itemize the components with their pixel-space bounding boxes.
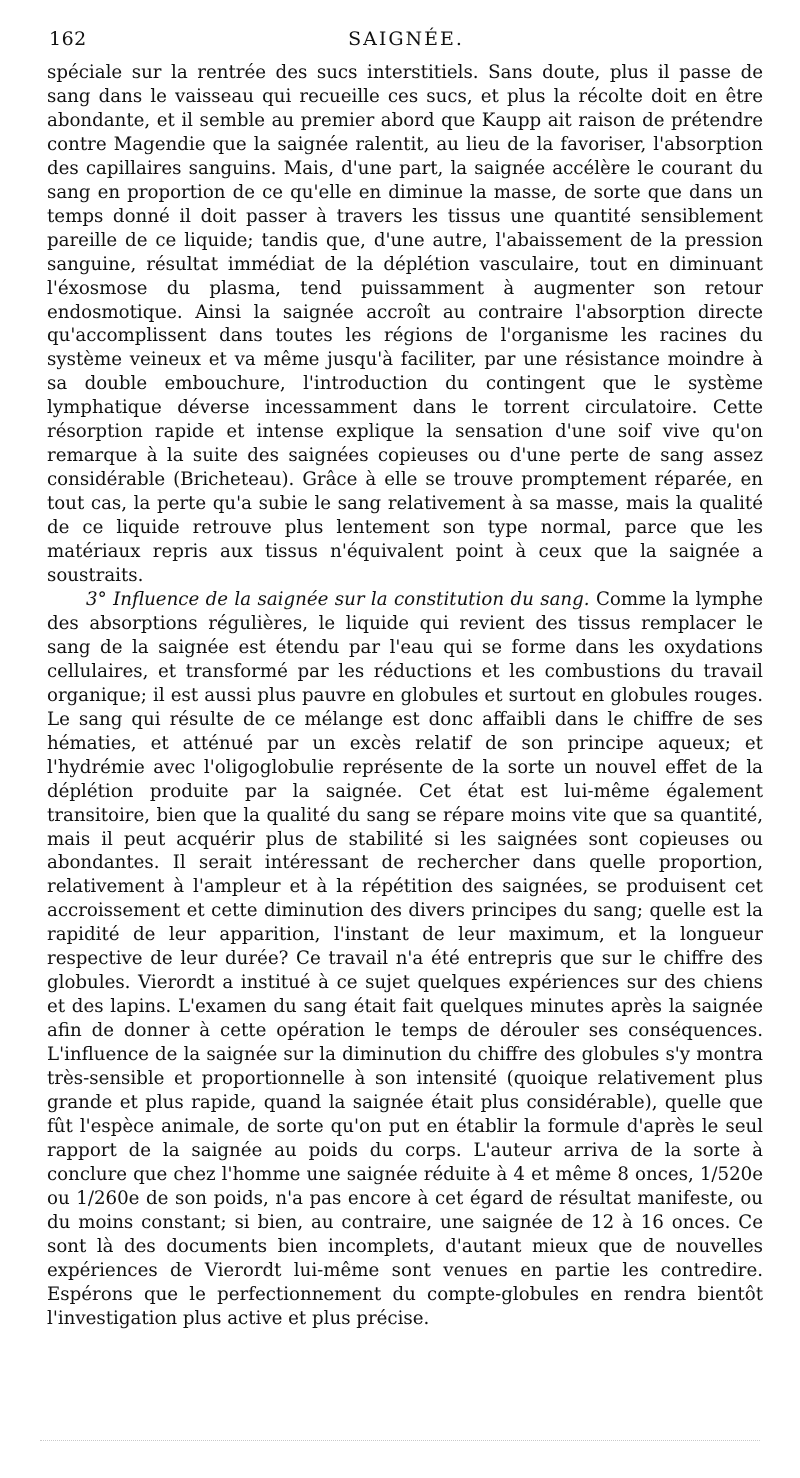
- paragraph-blood-constitution: [47, 588, 763, 1331]
- section-heading: 3° Influence de la saignée sur la constitution du sang.: [86, 588, 590, 610]
- paragraph-absorption-text: spéciale sur la rentrée des sucs interstitiels. Sans doute, plus il passe de sang dans le vaisseau qui recueille ces sucs, et plus la récolte doit en être abondante, et il semble au premier abord que Kaupp ait raison de prétendre contre Magendie que la saignée ralentit, au lieu de la favoriser, l'absorption des capillaires sanguins. Mais, d'une part, la saignée accélère le courant du sang en proportion de ce qu'elle en diminue la masse, de sorte que dans un temps donné il doit passer à travers les tissus une quantité sensiblement pareille de ce liquide; tandis que, d'une autre, l'abaissement de la pression sanguine, résultat immédiat de la déplétion vasculaire, tout en diminuant l'éxosmose du plasma, tend puissamment à augmenter son retour endosmotique. Ainsi la saignée accroît au contraire l'absorption directe qu'accomplissent dans toutes les régions de l'organisme les racines du système veineux et va même jusqu'à faciliter, par une résistance moindre à sa double embouchure, l'introduction du contingent que le système lymphatique déverse incessamment dans le torrent circulatoire. Cette résorption rapide et intense explique la sensation d'une soif vive qu'on remarque à la suite des saignées copieuses ou d'une perte de sang assez considérable (Bricheteau). Grâce à elle se trouve promptement réparée, en tout cas, la perte qu'a subie le sang relativement à sa masse, mais la qualité de ce liquide retrouve plus lentement son type normal, parce que les matériaux repris aux tissus n'équivalent point à ceux que la saignée a soustraits.: [47, 62, 763, 587]
- paragraph-absorption: [47, 61, 763, 588]
- scan-noise-divider: [40, 1440, 760, 1447]
- page-number: 162: [49, 28, 87, 50]
- paragraph-blood-constitution-text: Comme la lymphe des absorptions régulières, le liquide qui revient des tissus remplacer le sang de la saignée est étendu par l'eau qui se forme dans les oxydations cellulaires, et transformé par les réductions et les combustions du travail organique; il est aussi plus pauvre en globules et surtout en globules rouges. Le sang qui résulte de ce mélange est donc affaibli dans le chiffre de ses hématies, et atténué par un excès relatif de son principe aqueux; et l'hydrémie avec l'oligoglobulie représente de la sorte un nouvel effet de la déplétion produite par la saignée. Cet état est lui-même également transitoire, bien que la qualité du sang se répare moins vite que sa quantité, mais il peut acquérir plus de stabilité si les saignées sont copieuses ou abondantes. Il serait intéressant de rechercher dans quelle proportion, relativement à l'ampleur et à la répétition des saignées, se produisent cet accroissement et cette diminution des divers principes du sang; quelle est la rapidité de leur apparition, l'instant de leur maximum, et la longueur respective de leur durée? Ce travail n'a été entrepris que sur le chiffre des globules. Vierordt a institué à ce sujet quelques expériences sur des chiens et des lapins. L'examen du sang était fait quelques minutes après la saignée afin de donner à cette opération le temps de dérouler ses conséquences. L'influence de la saignée sur la diminution du chiffre des globules s'y montra très-sensible et proportionnelle à son intensité (quoique relativement plus grande et plus rapide, quand la saignée était plus considérable), quelle que fût l'espèce animale, de sorte qu'on put en établir la formule d'après le seul rapport de la saignée au poids du corps. L'auteur arriva de la sorte à conclure que chez l'homme une saignée réduite à 4 et même 8 onces, 1/520e ou 1/260e de son poids, n'a pas encore à cet égard de résultat manifeste, ou du moins constant; si bien, au contraire, une saignée de 12 à 16 onces. Ce sont là des documents bien incomplets, d'autant mieux que de nouvelles expériences de Vierordt lui-même sont venues en partie les contredire. Espérons que le perfectionnement du compte-globules en rendra bientôt l'investigation plus active et plus précise.: [47, 588, 763, 1329]
- body-text: [47, 61, 763, 1331]
- running-title: SAIGNÉE.: [348, 28, 464, 50]
- running-head: [49, 28, 763, 54]
